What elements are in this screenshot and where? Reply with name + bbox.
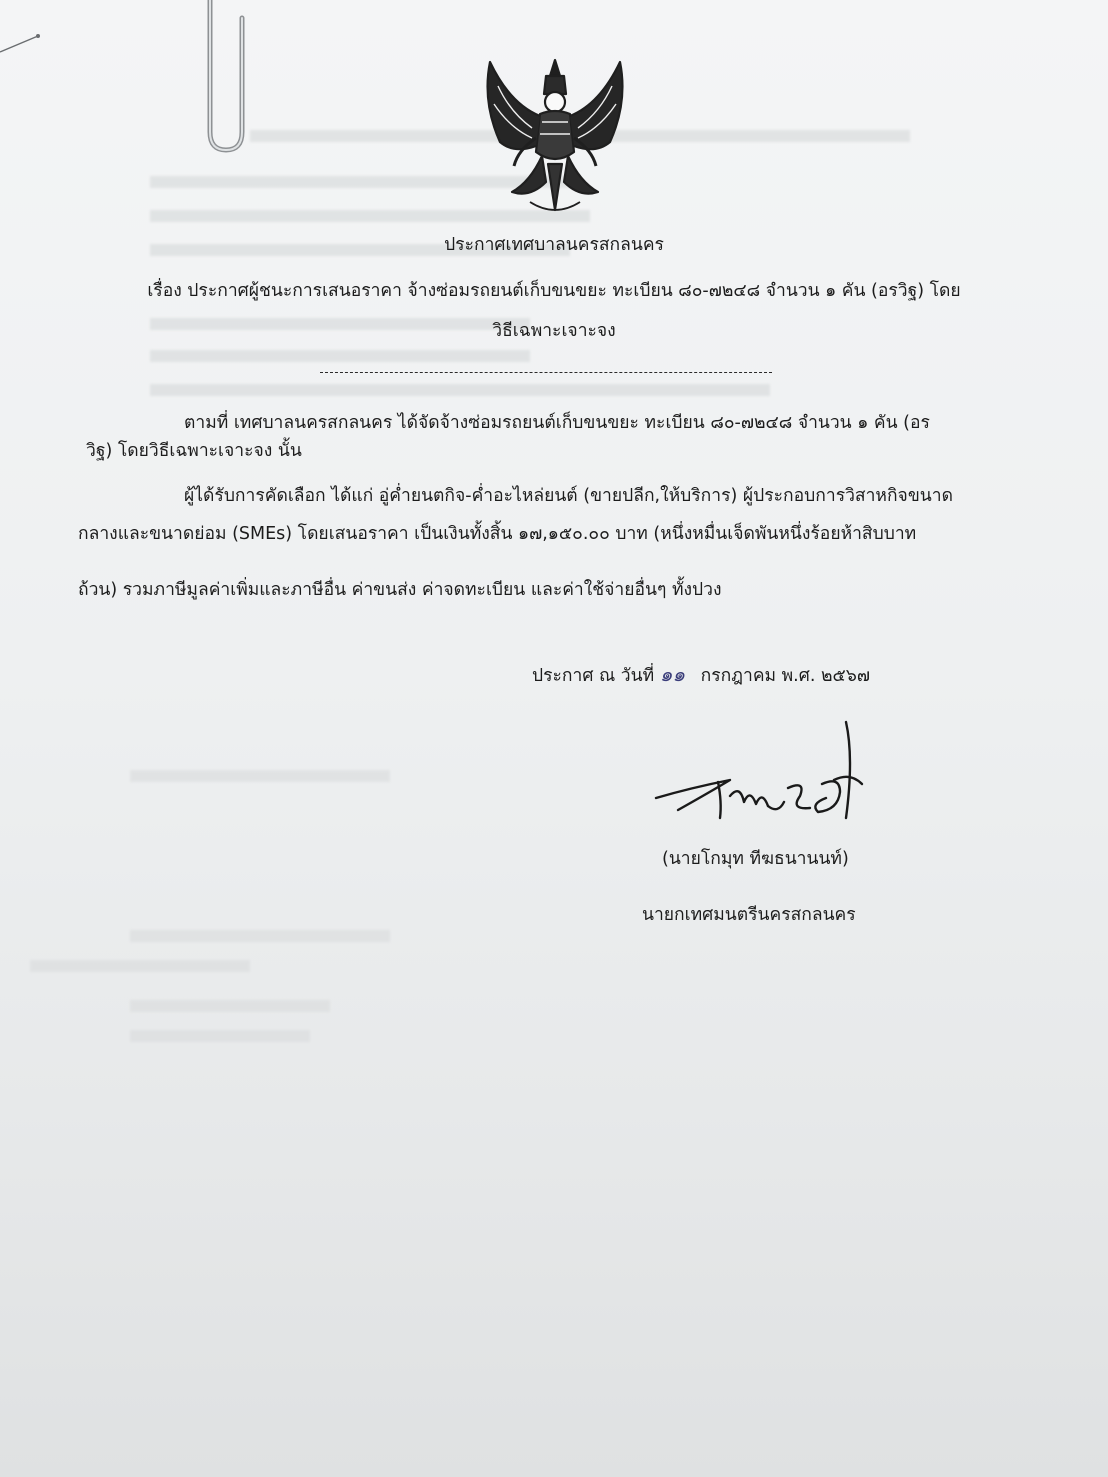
paragraph-2-line-3: ถ้วน) รวมภาษีมูลค่าเพิ่มและภาษีอื่น ค่าขนส่ง ค่าจดทะเบียน และค่าใช้จ่ายอื่นๆ ทั้งปวง (78, 580, 722, 600)
handwritten-day: ๑๑ (659, 662, 686, 686)
divider-dashed (320, 372, 772, 373)
signatory-title: นายกเทศมนตรีนครสกลนคร (642, 905, 856, 925)
paragraph-2-line-2: กลางและขนาดย่อม (SMEs) โดยเสนอราคา เป็นเงินทั้งสิ้น ๑๗,๑๕๐.๐๐ บาท (หนึ่งหมื่นเจ็ดพันหนึ่งร้อยห้าสิบบาท (78, 524, 917, 544)
garuda-emblem-icon (470, 42, 640, 220)
date-month-year: กรกฎาคม พ.ศ. ๒๕๖๗ (700, 666, 871, 686)
paragraph-1-line-1: ตามที่ เทศบาลนครสกลนคร ได้จัดจ้างซ่อมรถยนต์เก็บขนขยะ ทะเบียน ๘๐-๗๒๔๘ จำนวน ๑ คัน (อร (184, 413, 930, 433)
paragraph-2-line-1: ผู้ได้รับการคัดเลือก ได้แก่ อู่ค่ำยนตกิจ-ค่ำอะไหล่ยนต์ (ขายปลีก,ให้บริการ) ผู้ประกอบการวิสาหกิจขนาด (184, 486, 953, 506)
paper-clip-icon (196, 0, 256, 156)
date-prefix: ประกาศ ณ วันที่ (532, 666, 655, 686)
handwritten-signature (650, 718, 880, 838)
announcement-date (532, 662, 870, 688)
signatory-name: (นายโกมุท ทีฆธนานนท์) (662, 849, 849, 869)
pen-mark-icon (0, 0, 60, 60)
org-heading: ประกาศเทศบาลนครสกลนคร (444, 235, 664, 255)
subject-line-2: วิธีเฉพาะเจาะจง (492, 321, 616, 341)
paragraph-1-line-2: วิฐ) โดยวิธีเฉพาะเจาะจง นั้น (86, 441, 302, 461)
subject-line-1: เรื่อง ประกาศผู้ชนะการเสนอราคา จ้างซ่อมรถยนต์เก็บขนขยะ ทะเบียน ๘๐-๗๒๔๘ จำนวน ๑ คัน (อรวิฐ) โดย (147, 281, 961, 301)
